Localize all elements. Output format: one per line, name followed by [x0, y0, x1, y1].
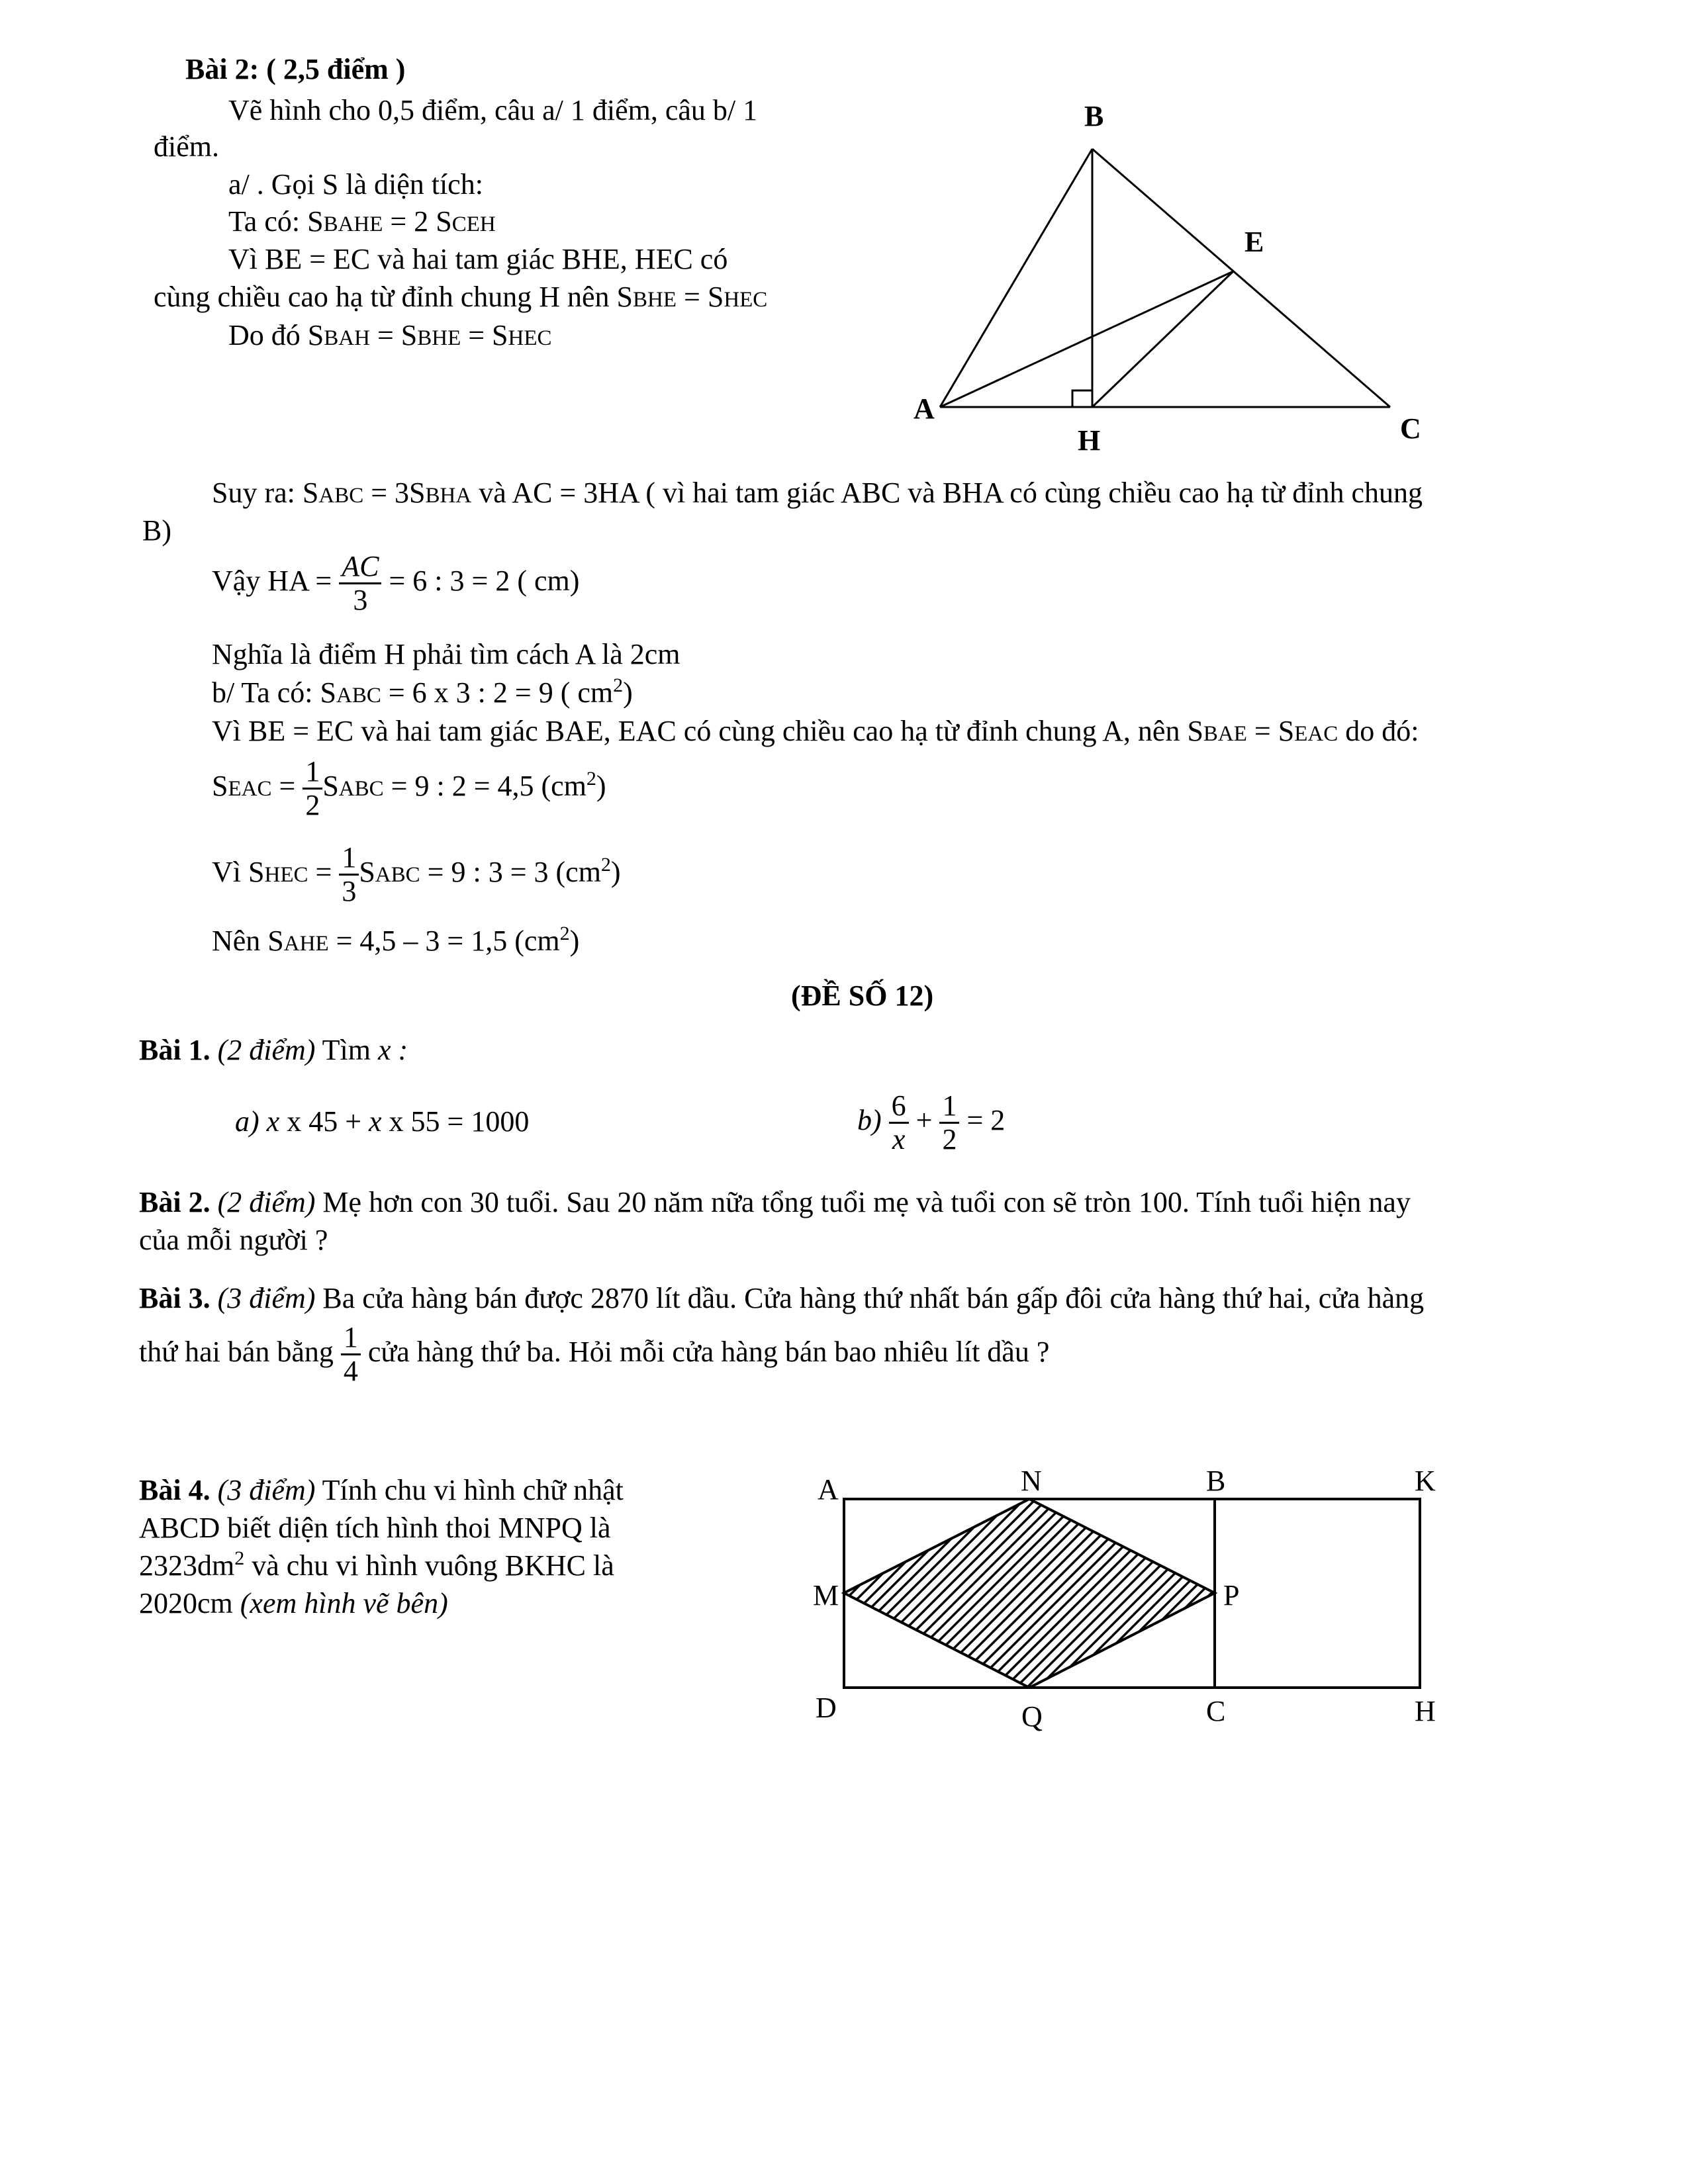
nen-line: Nên SAHE = 4,5 – 3 = 1,5 $(cm^2)$ — [212, 923, 580, 957]
label-h2: H — [1415, 1695, 1436, 1727]
rhombus-mnpq — [844, 1499, 1215, 1688]
bai2-old-heading: Bài 2: ( 2,5 điểm ) — [185, 53, 406, 85]
label-a: A — [914, 392, 935, 425]
fraction-1-4: $\frac{1}{4}$ — [341, 1322, 361, 1387]
suy-ra-line: Suy ra: SABC = 3SBHA và AC = 3HA ( vì hai tam giác ABC và BHA có cùng chiều cao hạ từ đỉnh chung — [212, 477, 1423, 509]
bai2-old-line1: Vẽ hình cho 0,5 điểm, câu a/ 1 điểm, câu b/ 1 — [228, 94, 758, 126]
label-h: H — [1078, 424, 1101, 457]
rectangle-rhombus-figure — [801, 1463, 1503, 1754]
segment-ae — [940, 271, 1233, 407]
label-a2: A — [818, 1473, 839, 1506]
bai2-old-line2: a/ . Gọi S là diện tích: — [228, 168, 483, 201]
label-b2: B — [1206, 1465, 1226, 1497]
label-q: Q — [1021, 1700, 1043, 1733]
bai2-line2: của mỗi người ? — [139, 1224, 328, 1256]
triangle-figure — [914, 93, 1463, 463]
bai4-line3: $2323dm^2$ và chu vi hình vuông BKHC là — [139, 1547, 614, 1582]
bai2-line1: Bài 2. (2 điểm) Mẹ hơn con 30 tuổi. Sau 20 năm nữa tổng tuổi mẹ và tuổi con sẽ tròn 100. Tính tuổi hiện nay — [139, 1186, 1411, 1218]
vi-be-ec-line: Vì BE = EC và hai tam giác BAE, EAC có cùng chiều cao hạ từ đỉnh chung A, nên SBAE = SEAC do đó: — [212, 715, 1419, 747]
shec-line: Vì SHEC = $\frac{1}{3}$ SABC = 9 : 3 = 3 $(cm^2)$ — [212, 841, 621, 908]
bai1-part-a: a) x x 45 + x x 55 = 1000 — [235, 1105, 530, 1138]
label-p: P — [1223, 1579, 1240, 1612]
bai2-old-line5: cùng chiều cao hạ từ đỉnh chung H nên SBHE = SHEC — [154, 281, 768, 313]
bai4-line4: 2020cm (xem hình vẽ bên) — [139, 1587, 448, 1619]
label-m: M — [813, 1579, 839, 1612]
bai4-line1: Bài 4. (3 điểm) Tính chu vi hình chữ nhật — [139, 1474, 624, 1506]
bai2-old-line6: Do đó SBAH = SBHE = SHEC — [228, 319, 552, 351]
fraction-1-2: $\frac{1}{2}$ — [303, 756, 322, 821]
segment-bc — [1092, 149, 1390, 407]
vay-ha-line: Vậy HA = $\frac{AC}{3}$ = 6 : 3 = 2 ( cm) — [212, 550, 580, 617]
bai2-old-line3: Ta có: SBAHE = 2 SCEH — [228, 205, 496, 238]
bai3-line2: thứ hai bán bằng $\frac{1}{4}$ cửa hàng thứ ba. Hỏi mỗi cửa hàng bán bao nhiêu lít dầu ? — [139, 1321, 1050, 1388]
label-d: D — [816, 1692, 837, 1724]
bai1-part-b: b) $\frac{6}{x}$ + $\frac{1}{2}$ = 2 — [857, 1089, 1006, 1156]
part-b-line: b/ Ta có: SABC = 6 x 3 : 2 = 9 ( $cm^2$) — [212, 674, 633, 709]
segment-ab — [940, 149, 1092, 407]
label-c2: C — [1206, 1695, 1226, 1727]
suy-ra-cont: B) — [142, 514, 171, 547]
bai3-line1: Bài 3. (3 điểm) Ba cửa hàng bán được 2870 lít dầu. Cửa hàng thứ nhất bán gấp đôi cửa hàng thứ hai, cửa hàng — [139, 1282, 1425, 1314]
fraction-1-2-b: $\frac{1}{2}$ — [939, 1090, 959, 1156]
label-n: N — [1021, 1465, 1042, 1497]
fraction-1-3: $\frac{1}{3}$ — [339, 842, 359, 907]
label-e: E — [1244, 226, 1264, 258]
segment-he — [1092, 271, 1233, 407]
label-b: B — [1084, 100, 1104, 132]
bai4-line2: ABCD biết diện tích hình thoi MNPQ là — [139, 1512, 611, 1544]
label-k: K — [1415, 1465, 1436, 1497]
de-title: (ĐỀ SỐ 12) — [791, 979, 934, 1012]
seac-line: SEAC = $\frac{1}{2}$ SABC = 9 : 2 = 4,5 $(cm^2)$ — [212, 755, 606, 822]
fraction-ac-3: $\frac{AC}{3}$ — [339, 551, 381, 616]
bai2-old-line4: Vì BE = EC và hai tam giác BHE, HEC có — [228, 243, 728, 275]
bai2-old-line1b: điểm. — [154, 130, 219, 163]
bai1-line: Bài 1. (2 điểm) Tìm x : — [139, 1034, 408, 1066]
nghia-line: Nghĩa là điểm H phải tìm cách A là 2cm — [212, 638, 680, 670]
fraction-6-x: $\frac{6}{x}$ — [889, 1090, 909, 1156]
label-c: C — [1400, 412, 1421, 445]
right-angle-mark — [1072, 390, 1092, 407]
